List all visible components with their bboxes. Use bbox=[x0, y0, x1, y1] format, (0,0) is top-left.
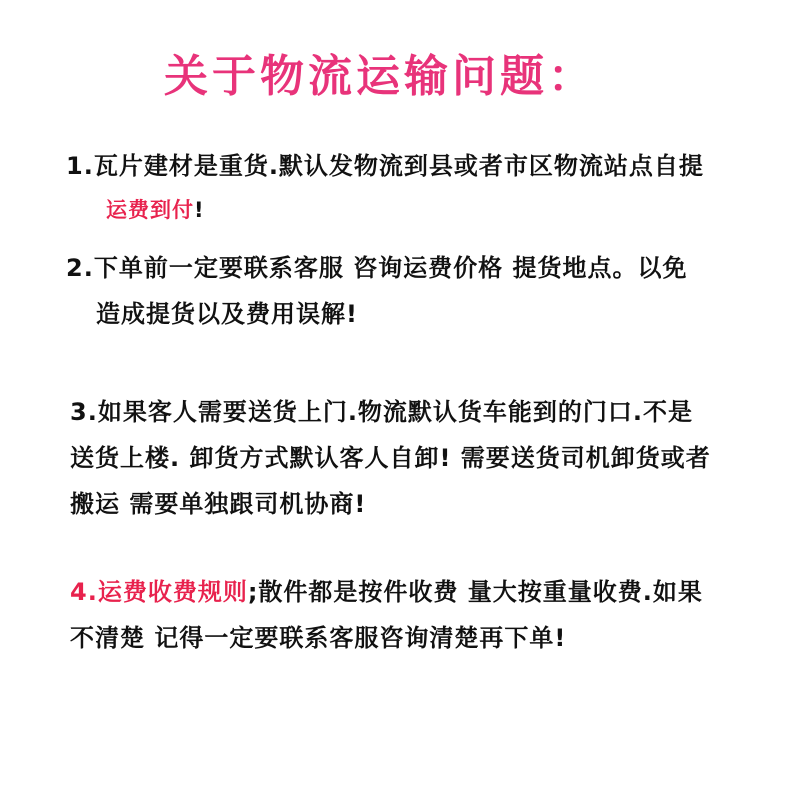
item-3-line-3: 搬运 需要单独跟司机协商! bbox=[70, 490, 367, 518]
item-4-line-1 bbox=[70, 578, 703, 607]
item-3-line-2: 送货上楼. 卸货方式默认客人自卸! 需要送货司机卸货或者 bbox=[70, 444, 711, 472]
item-2-line-1: 2.下单前一定要联系客服 咨询运费价格 提货地点。以免 bbox=[66, 254, 688, 282]
item-4-line-2: 不清楚 记得一定要联系客服咨询清楚再下单! bbox=[70, 624, 567, 652]
page-title: 关于物流运输问题： bbox=[164, 51, 596, 102]
item-4-line-1-rest: ;散件都是按件收费 量大按重量收费.如果 bbox=[247, 578, 703, 606]
item-3-line-1: 3.如果客人需要送货上门.物流默认货车能到的门口.不是 bbox=[70, 398, 694, 426]
item-1-line-1: 1.瓦片建材是重货.默认发物流到县或者市区物流站点自提 bbox=[66, 152, 704, 180]
item-1-tail: ! bbox=[194, 198, 205, 222]
item-2-line-2: 造成提货以及费用误解! bbox=[96, 300, 358, 328]
freight-collect-text: 运费到付 bbox=[106, 198, 194, 222]
item-1-line-2 bbox=[106, 198, 205, 223]
freight-rules-label: 4.运费收费规则 bbox=[70, 578, 248, 606]
